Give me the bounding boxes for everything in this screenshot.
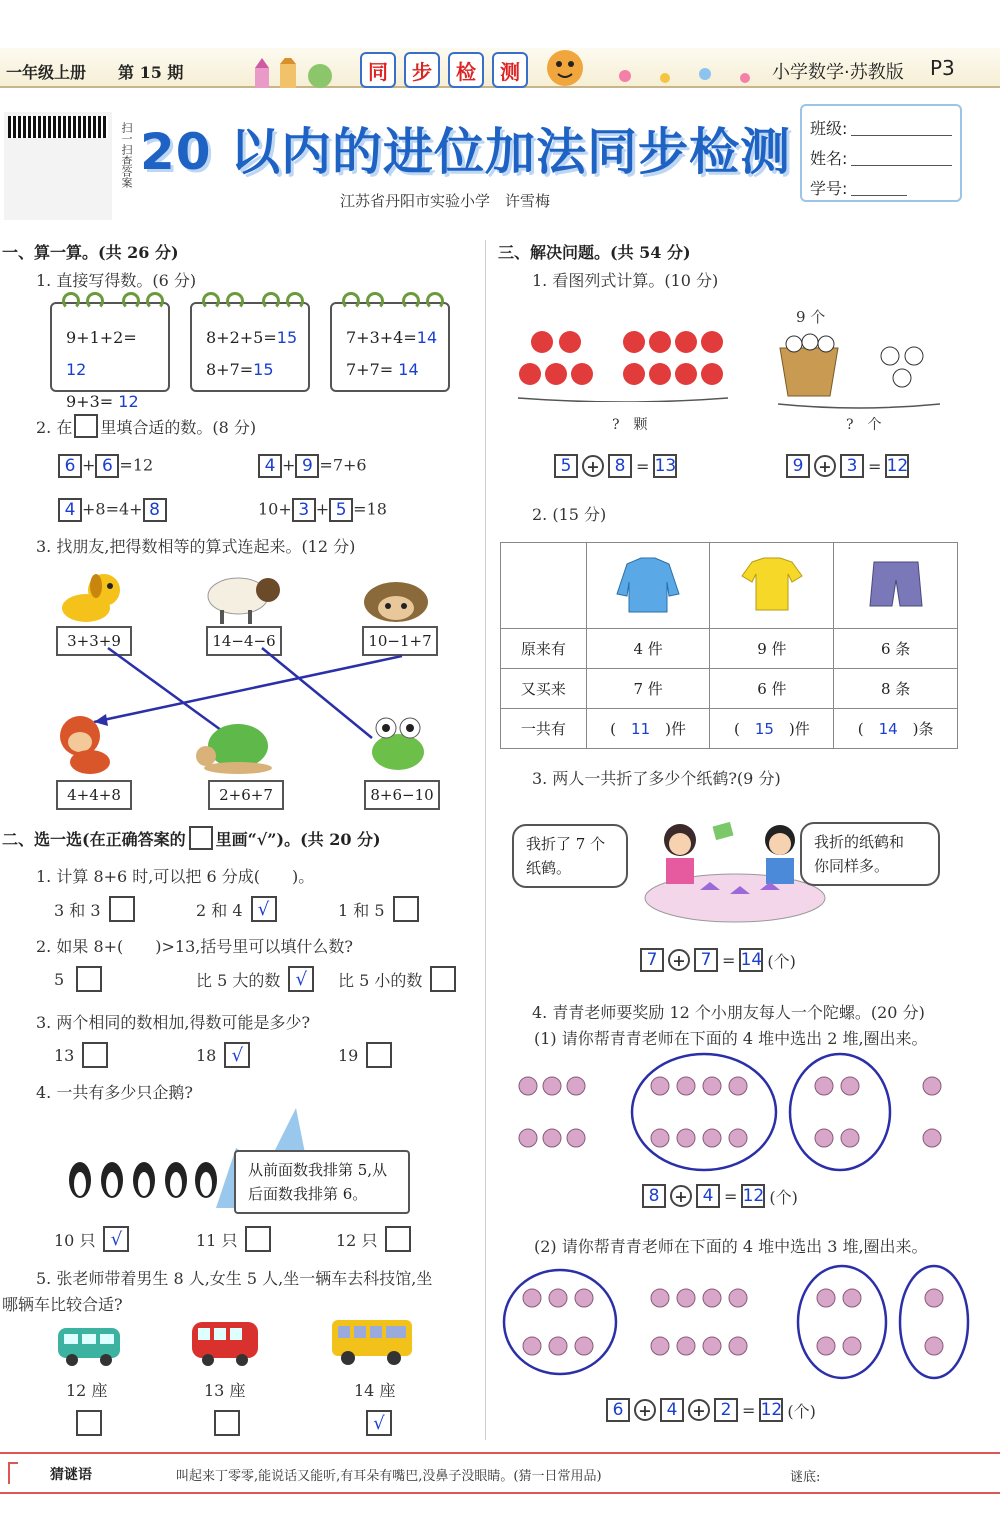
s3-q4-part-2: (2) 请你帮青青老师在下面的 4 堆中选出 3 堆,圈出来。 bbox=[534, 1237, 928, 1256]
match-line-2 bbox=[262, 648, 372, 738]
total-tshirts-unit: )件 bbox=[788, 720, 810, 738]
q4-eq2-op1[interactable]: + bbox=[634, 1399, 656, 1421]
s3-q4-title: 4. 青青老师要奖励 12 个小朋友每人一个陀螺。(20 分) bbox=[532, 1003, 925, 1022]
section-2-title bbox=[2, 826, 381, 850]
s3-q3-title: 3. 两人一共折了多少个纸鹤?(9 分) bbox=[532, 769, 781, 788]
school-bus-icon bbox=[328, 1314, 416, 1372]
name-label: 姓名: bbox=[810, 148, 848, 168]
s2-q3-opt-2-label: 18 bbox=[196, 1045, 217, 1065]
s3-q1-equation-1 bbox=[554, 454, 677, 478]
s2-q2-opt-1-checkbox[interactable] bbox=[76, 966, 102, 992]
basket-count-label: 9 个 bbox=[796, 308, 826, 326]
eq2-result[interactable]: 12 bbox=[886, 456, 909, 476]
total-coats-open: ( bbox=[610, 720, 617, 738]
boy-bubble-line-2: 你同样多。 bbox=[814, 857, 890, 875]
clothes-table bbox=[500, 542, 958, 749]
card3-ans-b[interactable]: 14 bbox=[398, 360, 419, 379]
s2-q1-title: 1. 计算 8+6 时,可以把 6 分成( )。 bbox=[36, 867, 315, 886]
s2-q2-opt-2-label: 比 5 大的数 bbox=[196, 970, 281, 990]
page-title: 20 以内的进位加法同步检测 bbox=[140, 123, 791, 181]
q4-eq2-b[interactable]: 4 bbox=[660, 1398, 684, 1422]
minibus-icon bbox=[56, 1322, 122, 1372]
eq2-b[interactable]: 3 bbox=[840, 454, 864, 478]
row-label-total: 一共有 bbox=[501, 709, 587, 749]
card3-expr-b: 7+7= bbox=[346, 360, 394, 379]
q4-eq2-a[interactable]: 6 bbox=[606, 1398, 630, 1422]
q3-eq-equals: = bbox=[722, 950, 736, 970]
q4-eq1-result[interactable]: 12 bbox=[742, 1186, 765, 1206]
fill-1a-plus: + bbox=[82, 455, 96, 475]
s2-q3-opt-2 bbox=[196, 1042, 250, 1068]
fill-2a-box2[interactable]: 8 bbox=[143, 498, 167, 522]
q4-eq1-equals: = bbox=[724, 1186, 738, 1206]
fill-1a-tail: =12 bbox=[119, 455, 154, 475]
class-field[interactable] bbox=[851, 118, 952, 136]
total-shorts-answer[interactable]: 14 bbox=[878, 720, 898, 738]
fill-1b-box2[interactable]: 9 bbox=[295, 454, 319, 478]
coat-icon bbox=[586, 543, 710, 629]
fill-2b-head: 10+ bbox=[258, 499, 292, 519]
s2-q1-opt-3 bbox=[338, 896, 419, 922]
s2-q5-opt-3-checkbox[interactable]: √ bbox=[366, 1410, 392, 1436]
s1-q2-title-pre: 2. 在 bbox=[36, 417, 73, 437]
q4-eq2-result[interactable]: 12 bbox=[760, 1400, 783, 1420]
ball-basket-illustration bbox=[774, 326, 944, 414]
shorts-icon bbox=[834, 543, 958, 629]
card3-expr-a: 7+3+4= bbox=[346, 328, 417, 347]
circle-selection-4 bbox=[790, 1054, 890, 1170]
spinning-tops-group-2 bbox=[500, 1262, 980, 1392]
student-info-box bbox=[800, 104, 962, 202]
subject-label: 小学数学·苏教版 bbox=[772, 62, 904, 83]
s2-q4-opt-2-label: 11 只 bbox=[196, 1230, 238, 1250]
penguin-bubble-line-1: 从前面数我排第 5,从 bbox=[248, 1161, 388, 1179]
s2-q4-opt-3-checkbox[interactable] bbox=[385, 1226, 411, 1252]
card2-expr-a: 8+2+5= bbox=[206, 328, 277, 347]
fill-1a-box2[interactable]: 6 bbox=[95, 454, 119, 478]
s2-q5-title-line-2: 哪辆车比较合适? bbox=[2, 1295, 123, 1314]
s2-q2-opt-2 bbox=[196, 966, 314, 992]
pile2-8-tops bbox=[651, 1289, 747, 1355]
fill-2b-box2[interactable]: 5 bbox=[329, 498, 353, 522]
q3-eq-result[interactable]: 14 bbox=[740, 950, 763, 970]
row-label-original: 原来有 bbox=[501, 629, 587, 669]
red-bus-icon bbox=[190, 1318, 260, 1372]
s2-q5-opt-2-label: 13 座 bbox=[204, 1381, 246, 1400]
eq2-a[interactable]: 9 bbox=[786, 454, 810, 478]
s2-q3-title: 3. 两个相同的数相加,得数可能是多少? bbox=[36, 1013, 311, 1032]
s2-q3-opt-1 bbox=[54, 1042, 108, 1068]
card1-expr-b: 9+3= bbox=[66, 392, 114, 411]
s3-q2-title: 2. (15 分) bbox=[532, 505, 607, 524]
s2-q1-opt-1 bbox=[54, 896, 135, 922]
q3-eq-b[interactable]: 7 bbox=[694, 948, 718, 972]
expr-bottom-1[interactable]: 4+4+8 bbox=[56, 780, 132, 810]
card2-ans-a[interactable]: 15 bbox=[276, 328, 298, 347]
grade-label: 一年级上册 bbox=[6, 63, 87, 82]
boy-bubble-line-1: 我折的纸鹤和 bbox=[814, 833, 905, 851]
total-tshirts-open: ( bbox=[733, 720, 740, 738]
row-label-bought: 又买来 bbox=[501, 669, 587, 709]
s2-q2-opt-3-checkbox[interactable] bbox=[430, 966, 456, 992]
s2-q4-opt-1-checkbox[interactable]: √ bbox=[103, 1226, 129, 1252]
id-label: 学号: bbox=[810, 178, 848, 198]
footer-bracket bbox=[8, 1462, 18, 1484]
tshirt-icon bbox=[710, 543, 834, 629]
badge-3: 检 bbox=[448, 52, 484, 88]
fill-1a-box1[interactable]: 6 bbox=[58, 454, 82, 478]
s2-q4-opt-1-label: 10 只 bbox=[54, 1230, 96, 1250]
expr-bottom-2[interactable]: 2+6+7 bbox=[208, 780, 284, 810]
s2-q2-opt-2-checkbox[interactable]: √ bbox=[288, 966, 314, 992]
q4-eq1-b[interactable]: 4 bbox=[696, 1184, 720, 1208]
card2-ans-b[interactable]: 15 bbox=[253, 360, 274, 379]
eq2-equals: = bbox=[868, 456, 882, 476]
s2-q5-opt-3-label: 14 座 bbox=[354, 1381, 396, 1400]
s2-q1-opt-1-label: 3 和 3 bbox=[54, 900, 101, 920]
s2-q2-opt-3-label: 比 5 小的数 bbox=[338, 970, 423, 990]
card1-expr-a: 9+1+2= bbox=[66, 328, 137, 347]
match-line-3 bbox=[94, 656, 402, 722]
total-shorts-cell bbox=[834, 709, 958, 749]
expr-top-2[interactable]: 14−4−6 bbox=[206, 626, 282, 656]
circle-selection-4b bbox=[798, 1266, 886, 1378]
name-field[interactable] bbox=[851, 148, 952, 166]
s3-q4-equation-1 bbox=[642, 1184, 798, 1208]
s2-q1-opt-2-checkbox[interactable]: √ bbox=[251, 896, 277, 922]
strawberries-illustration bbox=[514, 322, 734, 406]
s2-q3-opt-1-checkbox[interactable] bbox=[82, 1042, 108, 1068]
ball-question: ? 个 bbox=[846, 417, 882, 433]
total-coats-cell bbox=[586, 709, 710, 749]
total-tshirts-cell bbox=[710, 709, 834, 749]
eq1-b[interactable]: 8 bbox=[608, 454, 632, 478]
card2-expr-b: 8+7= bbox=[206, 360, 254, 379]
fill-2b-plus: + bbox=[315, 499, 330, 519]
s2-q4-opt-2 bbox=[196, 1226, 271, 1252]
tiger-mascot-icon bbox=[540, 44, 590, 92]
s2-q5-opt-1-checkbox[interactable] bbox=[76, 1410, 102, 1436]
q3-eq-a[interactable]: 7 bbox=[640, 948, 664, 972]
pile-8-tops bbox=[651, 1077, 747, 1147]
pile2-6-tops bbox=[523, 1289, 593, 1355]
s2-q4-opt-3 bbox=[336, 1226, 411, 1252]
eq1-op[interactable]: + bbox=[582, 455, 604, 477]
s2-q1-opt-2 bbox=[196, 896, 277, 922]
s2-q4-opt-2-checkbox[interactable] bbox=[245, 1226, 271, 1252]
pile-single-tops bbox=[923, 1077, 941, 1147]
circle-selection-6 bbox=[504, 1270, 616, 1374]
frog-icon bbox=[364, 712, 434, 778]
pile-4-tops bbox=[815, 1077, 859, 1147]
q4-eq2-c[interactable]: 2 bbox=[714, 1398, 738, 1422]
pile-3-tops bbox=[519, 1077, 585, 1147]
original-coats: 4 件 bbox=[586, 629, 710, 669]
spinning-tops-group-1 bbox=[500, 1050, 980, 1180]
s2-q2-opt-1 bbox=[54, 966, 102, 992]
girl-bubble-line-2: 纸鹤。 bbox=[526, 859, 572, 877]
circle-selection-8 bbox=[632, 1054, 776, 1170]
fill-2a-box1[interactable]: 4 bbox=[58, 498, 82, 522]
monkey-icon bbox=[50, 712, 130, 780]
q4-eq1-op[interactable]: + bbox=[670, 1185, 692, 1207]
s2-q4-opt-3-label: 12 只 bbox=[336, 1230, 378, 1250]
card3-ans-a[interactable]: 14 bbox=[416, 328, 438, 347]
s3-q1-equation-2 bbox=[786, 454, 909, 478]
total-tshirts-answer[interactable]: 15 bbox=[754, 720, 774, 738]
s2-q1-opt-3-checkbox[interactable] bbox=[393, 896, 419, 922]
issue-label: 第 15 期 bbox=[118, 63, 184, 82]
fill-1b-tail: =7+6 bbox=[319, 455, 367, 475]
badge-4: 测 bbox=[492, 52, 528, 88]
s2-q4-title: 4. 一共有多少只企鹅? bbox=[36, 1083, 193, 1102]
eq1-equals: = bbox=[636, 456, 650, 476]
qr-hint-text: 扫一扫查答案 bbox=[120, 122, 133, 188]
q4-eq1-unit: (个) bbox=[769, 1187, 798, 1207]
boy-speech-bubble bbox=[800, 822, 940, 886]
s2-q2-opt-3 bbox=[338, 966, 456, 992]
penguin-speech-bubble bbox=[234, 1150, 410, 1214]
s2-q5-opt-2-checkbox[interactable] bbox=[214, 1410, 240, 1436]
eq1-result[interactable]: 13 bbox=[654, 456, 677, 476]
bought-shorts: 8 条 bbox=[834, 669, 958, 709]
s2-q2-title: 2. 如果 8+( )>13,括号里可以填什么数? bbox=[36, 937, 353, 956]
s2-sample-box bbox=[189, 826, 213, 850]
s2-q3-opt-1-label: 13 bbox=[54, 1045, 75, 1065]
s2-q1-opt-3-label: 1 和 5 bbox=[338, 900, 385, 920]
fill-2b-tail: =18 bbox=[353, 499, 387, 519]
expr-bottom-3[interactable]: 8+6−10 bbox=[364, 780, 440, 810]
s2-q1-opt-2-label: 2 和 4 bbox=[196, 900, 243, 920]
column-divider bbox=[485, 240, 486, 1440]
fill-2a-mid: +8=4+ bbox=[82, 499, 143, 519]
section-1-title: 一、算一算。(共 26 分) bbox=[2, 243, 179, 262]
eq1-a[interactable]: 5 bbox=[554, 454, 578, 478]
circle-selection-2 bbox=[900, 1266, 968, 1378]
s2-q3-opt-3-label: 19 bbox=[338, 1045, 359, 1065]
original-tshirts: 9 件 bbox=[710, 629, 834, 669]
s2-q5-title-line-1: 5. 张老师带着男生 8 人,女生 5 人,坐一辆车去科技馆,坐 bbox=[36, 1269, 433, 1288]
s2-title-post: 里画“√”)。(共 20 分) bbox=[215, 829, 381, 849]
s3-q4-part-1: (1) 请你帮青青老师在下面的 4 堆中选出 2 堆,圈出来。 bbox=[534, 1029, 928, 1048]
riddle-label: 猜谜语 bbox=[50, 1467, 92, 1483]
original-shorts: 6 条 bbox=[834, 629, 958, 669]
author-line: 江苏省丹阳市实验小学 许雪梅 bbox=[340, 192, 551, 210]
expr-top-1[interactable]: 3+3+9 bbox=[56, 626, 132, 656]
total-coats-answer[interactable]: 11 bbox=[631, 720, 651, 738]
fill-2b-box1[interactable]: 3 bbox=[292, 498, 316, 522]
fill-1b-plus: + bbox=[282, 455, 296, 475]
fill-1b-box1[interactable]: 4 bbox=[258, 454, 282, 478]
eq2-op[interactable]: + bbox=[814, 455, 836, 477]
s2-q3-opt-3-checkbox[interactable] bbox=[366, 1042, 392, 1068]
section-3-title: 三、解决问题。(共 54 分) bbox=[498, 243, 691, 262]
header-flowers bbox=[605, 62, 765, 88]
expr-top-3[interactable]: 10−1+7 bbox=[362, 626, 438, 656]
s2-q4-opt-1 bbox=[54, 1226, 129, 1252]
total-coats-unit: )件 bbox=[665, 720, 687, 738]
s2-title-pre: 二、选一选(在正确答案的 bbox=[2, 829, 186, 849]
s2-q3-opt-3 bbox=[338, 1042, 392, 1068]
s3-q1-title: 1. 看图列式计算。(10 分) bbox=[532, 271, 719, 290]
badge-2: 步 bbox=[404, 52, 440, 88]
s2-q2-opt-1-label: 5 bbox=[54, 969, 65, 989]
girl-speech-bubble bbox=[512, 824, 628, 888]
penguin-bubble-line-2: 后面数我排第 6。 bbox=[248, 1185, 368, 1203]
pile2-4-tops bbox=[817, 1289, 861, 1355]
s2-q5-opt-1-label: 12 座 bbox=[66, 1381, 108, 1400]
q3-eq-unit: (个) bbox=[767, 951, 796, 971]
badge-1: 同 bbox=[360, 52, 396, 88]
s1-q3-title: 3. 找朋友,把得数相等的算式连起来。(12 分) bbox=[36, 537, 356, 556]
q4-eq2-equals: = bbox=[742, 1400, 756, 1420]
bought-coats: 7 件 bbox=[586, 669, 710, 709]
turtle-icon bbox=[192, 716, 278, 780]
s3-q4-equation-2 bbox=[606, 1398, 816, 1422]
q3-eq-op[interactable]: + bbox=[668, 949, 690, 971]
q4-eq2-op2[interactable]: + bbox=[688, 1399, 710, 1421]
matching-lines bbox=[0, 0, 480, 820]
total-shorts-open: ( bbox=[857, 720, 864, 738]
card1-ans-b[interactable]: 12 bbox=[118, 392, 139, 411]
s2-q3-opt-2-checkbox[interactable]: √ bbox=[224, 1042, 250, 1068]
card1-ans-a[interactable]: 12 bbox=[66, 360, 87, 379]
s1-q1-title: 1. 直接写得数。(6 分) bbox=[36, 271, 197, 290]
riddle-answer-label: 谜底: bbox=[790, 1470, 821, 1485]
s3-q3-equation bbox=[640, 948, 796, 972]
pile2-2-tops bbox=[925, 1289, 943, 1355]
page-number: P3 bbox=[930, 56, 955, 80]
strawberry-question: ? 颗 bbox=[612, 417, 648, 433]
girl-bubble-line-1: 我折了 7 个 bbox=[526, 835, 606, 853]
s2-q1-opt-1-checkbox[interactable] bbox=[109, 896, 135, 922]
q4-eq1-a[interactable]: 8 bbox=[642, 1184, 666, 1208]
total-shorts-unit: )条 bbox=[912, 720, 934, 738]
class-label: 班级: bbox=[810, 118, 848, 138]
id-field[interactable] bbox=[851, 178, 907, 196]
riddle-text: 叫起来丁零零,能说话又能听,有耳朵有嘴巴,没鼻子没眼睛。(猜一日常用品) bbox=[176, 1469, 602, 1484]
q4-eq2-unit: (个) bbox=[787, 1401, 816, 1421]
table-corner bbox=[501, 543, 587, 629]
bought-tshirts: 6 件 bbox=[710, 669, 834, 709]
s1-q2-title-post: 里填合适的数。(8 分) bbox=[100, 417, 257, 437]
